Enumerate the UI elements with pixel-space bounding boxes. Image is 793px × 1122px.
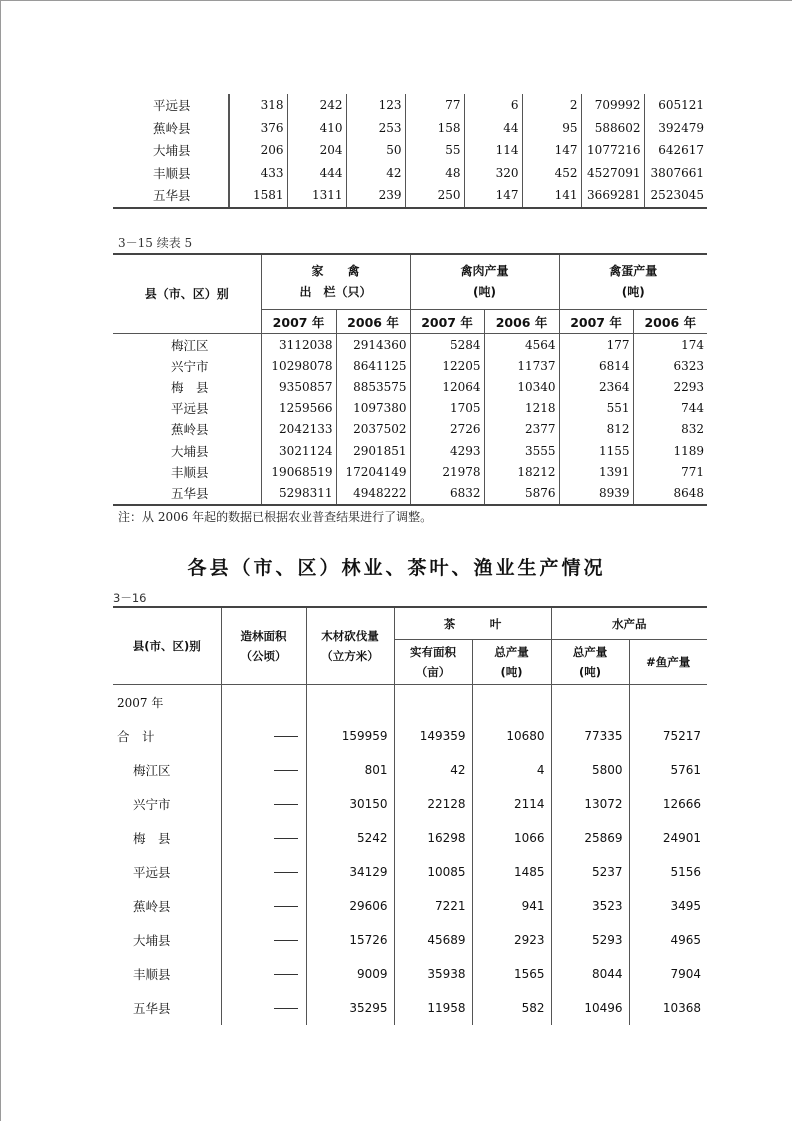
afforestation-cell: [221, 957, 306, 991]
data-cell: 5284: [410, 334, 484, 356]
data-cell: 2037502: [336, 419, 410, 440]
data-cell: 17204149: [336, 461, 410, 482]
data-cell: 1581: [229, 184, 287, 208]
data-cell: 709992: [581, 94, 644, 117]
data-cell: 1485: [472, 855, 551, 889]
table-row: [113, 821, 707, 855]
data-cell: 4948222: [336, 482, 410, 504]
afforestation-cell: [221, 991, 306, 1025]
data-cell: 1259566: [261, 398, 336, 419]
afforestation-cell: [221, 855, 306, 889]
county-column-header: 县（市、区）别: [113, 254, 261, 334]
header-line: (吨): [578, 665, 601, 679]
table-row: [113, 139, 707, 162]
header-line: 木材砍伐量: [321, 629, 379, 643]
data-cell: 410: [287, 117, 346, 140]
dash-mark: [274, 770, 298, 771]
table-row: [113, 440, 707, 461]
afforestation-cell: [221, 889, 306, 923]
county-name: 大埔县: [133, 933, 171, 948]
data-cell: 3555: [484, 440, 559, 461]
header-line: 出 栏（只）: [299, 285, 372, 299]
table-row: [113, 787, 707, 821]
data-cell: 29606: [306, 889, 394, 923]
table-row: [113, 334, 707, 356]
data-cell: 206: [229, 139, 287, 162]
data-cell: 10680: [472, 719, 551, 753]
data-cell: 1391: [559, 461, 633, 482]
data-cell: 95: [522, 117, 581, 140]
data-cell: 10298078: [261, 355, 336, 376]
data-cell: 12064: [410, 376, 484, 397]
data-cell: 8648: [633, 482, 707, 504]
dash-mark: [274, 906, 298, 907]
data-cell: 7221: [394, 889, 472, 923]
afforestation-cell: [221, 719, 306, 753]
county-name: 梅江区: [133, 763, 171, 778]
dash-mark: [274, 872, 298, 873]
data-cell: 8641125: [336, 355, 410, 376]
data-cell: 77335: [551, 719, 629, 753]
data-cell: 253: [346, 117, 405, 140]
data-cell: 44: [464, 117, 522, 140]
data-cell: 3669281: [581, 184, 644, 208]
data-cell: 5237: [551, 855, 629, 889]
data-cell: 55: [405, 139, 464, 162]
table-row: [113, 419, 707, 440]
data-cell: 18212: [484, 461, 559, 482]
data-cell: 6832: [410, 482, 484, 504]
county-name: 蕉岭县: [153, 120, 191, 136]
year-header: 2006 年: [484, 310, 559, 334]
data-cell: 832: [633, 419, 707, 440]
aquatic-group-header: 水产品: [551, 607, 707, 640]
header-line: （立方米）: [321, 649, 379, 663]
data-cell: 75217: [629, 719, 707, 753]
data-cell: 2114: [472, 787, 551, 821]
year-header: 2007 年: [410, 310, 484, 334]
table-row: [113, 753, 707, 787]
county-name: 兴宁市: [133, 797, 171, 812]
fish-output-header: #鱼产量: [629, 640, 707, 685]
data-cell: 5293: [551, 923, 629, 957]
data-cell: 452: [522, 162, 581, 185]
data-cell: 42: [394, 753, 472, 787]
dash-mark: [274, 838, 298, 839]
county-name: 梅 县: [133, 831, 171, 846]
county-name: 平远县: [153, 98, 191, 114]
data-cell: 149359: [394, 719, 472, 753]
header-line: 总产量: [572, 645, 608, 659]
data-cell: 21978: [410, 461, 484, 482]
poultry-table: [113, 253, 707, 506]
data-cell: 1077216: [581, 139, 644, 162]
data-cell: 10368: [629, 991, 707, 1025]
header-line: （公顷）: [240, 649, 287, 663]
county-name: 大埔县: [153, 143, 191, 159]
header-line: (吨): [500, 665, 523, 679]
table-row: [113, 957, 707, 991]
data-cell: 2923: [472, 923, 551, 957]
data-cell: 1066: [472, 821, 551, 855]
data-cell: 1565: [472, 957, 551, 991]
data-cell: 11958: [394, 991, 472, 1025]
table-note: 注：从 2006 年起的数据已根据农业普查结果进行了调整。: [118, 510, 433, 524]
data-cell: 10496: [551, 991, 629, 1025]
data-cell: 2377: [484, 419, 559, 440]
data-cell: 141: [522, 184, 581, 208]
year-header: 2007 年: [261, 310, 336, 334]
table-row: [113, 855, 707, 889]
empty-cell: [629, 685, 707, 720]
data-cell: 177: [559, 334, 633, 356]
county-name: 大埔县: [171, 443, 209, 459]
data-cell: 7904: [629, 957, 707, 991]
data-cell: 2042133: [261, 419, 336, 440]
county-name: 梅江区: [171, 337, 209, 353]
county-name: 五华县: [113, 482, 261, 504]
header-line: 实有面积: [410, 645, 456, 659]
dash-mark: [274, 1008, 298, 1009]
county-column-header: 县(市、区)别: [113, 607, 221, 685]
data-cell: 34129: [306, 855, 394, 889]
data-cell: 582: [472, 991, 551, 1025]
data-cell: 4965: [629, 923, 707, 957]
data-cell: 158: [405, 117, 464, 140]
header-line: 禽蛋产量: [609, 264, 658, 278]
poultry-meat-header: [410, 254, 559, 310]
year-header: 2006 年: [633, 310, 707, 334]
data-cell: 123: [346, 94, 405, 117]
data-cell: 812: [559, 419, 633, 440]
year-header: 2007 年: [559, 310, 633, 334]
data-cell: 242: [287, 94, 346, 117]
data-cell: 12205: [410, 355, 484, 376]
data-cell: 2364: [559, 376, 633, 397]
data-cell: 8853575: [336, 376, 410, 397]
data-cell: 3112038: [261, 334, 336, 356]
county-name: 蕉岭县: [171, 422, 209, 438]
data-cell: 5800: [551, 753, 629, 787]
afforestation-cell: [221, 787, 306, 821]
data-cell: 588602: [581, 117, 644, 140]
data-cell: 444: [287, 162, 346, 185]
table-row: [113, 162, 707, 185]
county-name: 合 计: [117, 729, 155, 744]
table-row: [113, 923, 707, 957]
data-cell: 3021124: [261, 440, 336, 461]
data-cell: 771: [633, 461, 707, 482]
header-line: (吨): [621, 285, 645, 299]
table-row: [113, 482, 707, 504]
header-line: 家 禽: [311, 264, 360, 278]
data-cell: 250: [405, 184, 464, 208]
data-cell: 239: [346, 184, 405, 208]
data-cell: 24901: [629, 821, 707, 855]
county-name: 丰顺县: [133, 967, 171, 982]
data-cell: 5298311: [261, 482, 336, 504]
data-cell: 4: [472, 753, 551, 787]
data-cell: 5876: [484, 482, 559, 504]
poultry-egg-header: [559, 254, 707, 310]
data-cell: 11737: [484, 355, 559, 376]
data-cell: 8044: [551, 957, 629, 991]
header-line: (吨): [473, 285, 497, 299]
data-cell: 35295: [306, 991, 394, 1025]
data-cell: 801: [306, 753, 394, 787]
year-label: 2007 年: [117, 695, 164, 710]
empty-cell: [394, 685, 472, 720]
data-cell: 2523045: [644, 184, 707, 208]
data-cell: 48: [405, 162, 464, 185]
data-cell: 12666: [629, 787, 707, 821]
data-cell: 376: [229, 117, 287, 140]
year-header: 2006 年: [336, 310, 410, 334]
data-cell: 9009: [306, 957, 394, 991]
data-cell: 22128: [394, 787, 472, 821]
data-cell: 2726: [410, 419, 484, 440]
data-cell: 50: [346, 139, 405, 162]
data-cell: 744: [633, 398, 707, 419]
table-row: [113, 117, 707, 140]
data-cell: 392479: [644, 117, 707, 140]
year-row: [113, 685, 707, 720]
county-name: 丰顺县: [153, 165, 191, 181]
data-cell: 13072: [551, 787, 629, 821]
data-cell: 10085: [394, 855, 472, 889]
continued-table: [113, 94, 707, 209]
empty-cell: [472, 685, 551, 720]
data-cell: 45689: [394, 923, 472, 957]
table-row: [113, 376, 707, 397]
dash-mark: [274, 940, 298, 941]
data-cell: 6: [464, 94, 522, 117]
data-cell: 1218: [484, 398, 559, 419]
county-name: 梅 县: [171, 379, 209, 395]
table-row: [113, 889, 707, 923]
data-cell: 204: [287, 139, 346, 162]
header-line: 造林面积: [240, 629, 287, 643]
data-cell: 147: [464, 184, 522, 208]
data-cell: 25869: [551, 821, 629, 855]
header-line: （亩）: [415, 665, 451, 679]
county-name: 丰顺县: [171, 464, 209, 480]
data-cell: 5156: [629, 855, 707, 889]
data-cell: 3807661: [644, 162, 707, 185]
county-name: 兴宁市: [171, 358, 209, 374]
data-cell: 114: [464, 139, 522, 162]
data-cell: 642617: [644, 139, 707, 162]
empty-cell: [306, 685, 394, 720]
table-row: [113, 94, 707, 117]
table-caption-3-15: 3－15 续表 5: [118, 236, 193, 250]
data-cell: 2901851: [336, 440, 410, 461]
table-row: [113, 398, 707, 419]
table-row: [113, 991, 707, 1025]
data-cell: 4564: [484, 334, 559, 356]
data-cell: 605121: [644, 94, 707, 117]
data-cell: 1311: [287, 184, 346, 208]
data-cell: 551: [559, 398, 633, 419]
timber-header: [306, 607, 394, 685]
afforestation-cell: [221, 821, 306, 855]
header-line: 禽肉产量: [460, 264, 509, 278]
tea-output-header: [472, 640, 551, 685]
dash-mark: [274, 974, 298, 975]
data-cell: 318: [229, 94, 287, 117]
aquatic-output-header: [551, 640, 629, 685]
county-name: 五华县: [113, 184, 229, 208]
data-cell: 174: [633, 334, 707, 356]
total-row: [113, 719, 707, 753]
data-cell: 4293: [410, 440, 484, 461]
data-cell: 77: [405, 94, 464, 117]
data-cell: 1189: [633, 440, 707, 461]
data-cell: 1097380: [336, 398, 410, 419]
data-cell: 2: [522, 94, 581, 117]
data-cell: 5761: [629, 753, 707, 787]
tea-area-header: [394, 640, 472, 685]
dash-mark: [274, 804, 298, 805]
data-cell: 941: [472, 889, 551, 923]
empty-cell: [551, 685, 629, 720]
data-cell: 9350857: [261, 376, 336, 397]
data-cell: 159959: [306, 719, 394, 753]
data-cell: 42: [346, 162, 405, 185]
county-name: 五华县: [133, 1001, 171, 1016]
data-cell: 6323: [633, 355, 707, 376]
data-cell: 433: [229, 162, 287, 185]
data-cell: 10340: [484, 376, 559, 397]
data-cell: 30150: [306, 787, 394, 821]
table-caption-3-16: 3－16: [113, 591, 147, 605]
data-cell: 3523: [551, 889, 629, 923]
afforestation-header: [221, 607, 306, 685]
data-cell: 1705: [410, 398, 484, 419]
empty-cell: [221, 685, 306, 720]
table-row: [113, 184, 707, 208]
afforestation-cell: [221, 923, 306, 957]
section-title: 各县（市、区）林业、茶叶、渔业生产情况: [187, 557, 606, 579]
data-cell: 147: [522, 139, 581, 162]
county-name: 平远县: [133, 865, 171, 880]
county-name: 平远县: [171, 401, 209, 417]
data-cell: 16298: [394, 821, 472, 855]
data-cell: 2914360: [336, 334, 410, 356]
tea-group-header: 茶 叶: [394, 607, 551, 640]
data-cell: 3495: [629, 889, 707, 923]
data-cell: 4527091: [581, 162, 644, 185]
county-name: 蕉岭县: [133, 899, 171, 914]
data-cell: 19068519: [261, 461, 336, 482]
table-row: [113, 461, 707, 482]
data-cell: 2293: [633, 376, 707, 397]
afforestation-cell: [221, 753, 306, 787]
forestry-tea-fishery-table: [113, 606, 707, 1025]
poultry-stock-header: [261, 254, 410, 310]
data-cell: 1155: [559, 440, 633, 461]
data-cell: 5242: [306, 821, 394, 855]
data-cell: 15726: [306, 923, 394, 957]
data-cell: 320: [464, 162, 522, 185]
dash-mark: [274, 736, 298, 737]
data-cell: 35938: [394, 957, 472, 991]
data-cell: 6814: [559, 355, 633, 376]
data-cell: 8939: [559, 482, 633, 504]
header-line: 总产量: [494, 645, 529, 659]
table-row: [113, 355, 707, 376]
